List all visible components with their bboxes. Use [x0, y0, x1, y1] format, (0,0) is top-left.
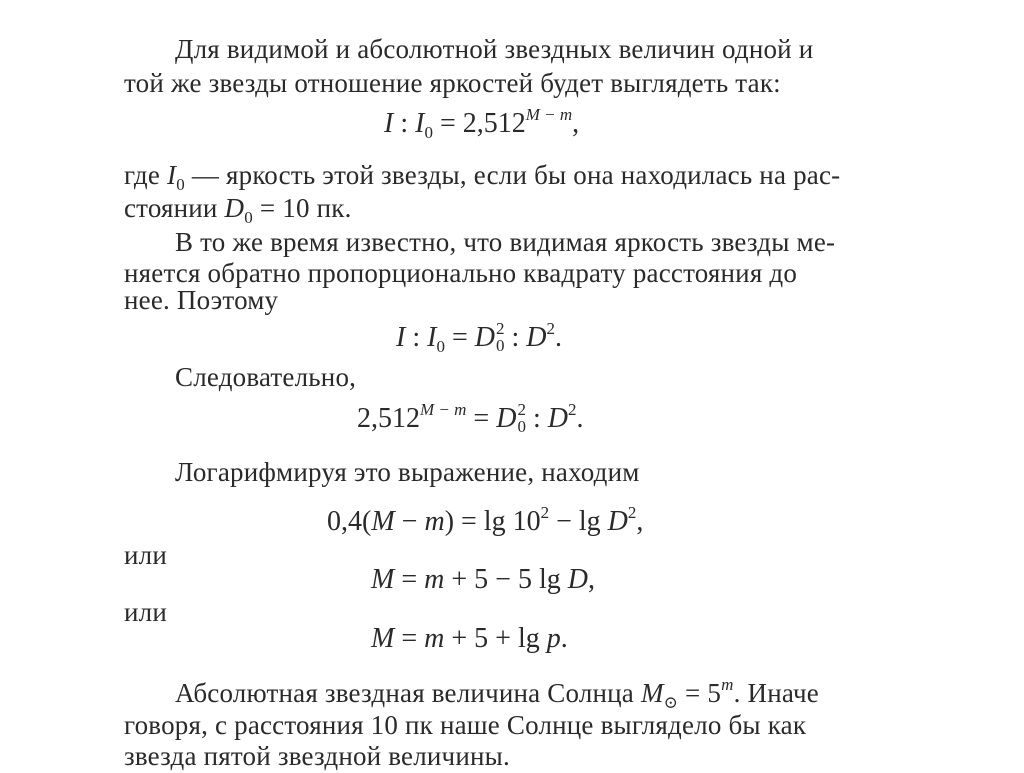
formula-combined — [357, 399, 584, 438]
formula-brightness-ratio — [384, 107, 579, 141]
text: + 5 + lg — [444, 623, 547, 654]
word-or-2: или — [124, 597, 167, 627]
minus: − — [394, 506, 425, 537]
symbol-D: D — [607, 506, 628, 537]
subscript-0: 0 — [517, 416, 526, 436]
paragraph-2-line-1 — [124, 158, 840, 192]
symbol-m: m — [424, 564, 445, 595]
colon: : — [504, 322, 527, 353]
superscript-2: 2 — [567, 400, 577, 419]
subscript-0: 0 — [176, 175, 185, 194]
symbol-D: D — [526, 322, 547, 353]
formula-distance-modulus — [371, 563, 595, 597]
base-value: 2,512 — [462, 108, 526, 139]
equals: = — [432, 108, 463, 139]
period: . — [560, 623, 568, 654]
superscript-2: 2 — [627, 503, 637, 522]
equals: = — [466, 403, 497, 434]
text: стоянии — [124, 193, 225, 223]
symbol-I0: I — [427, 322, 437, 353]
paragraph-4: Логарифмируя это выражение, находим — [175, 457, 640, 487]
paragraph-5-line-1 — [175, 676, 819, 710]
subscript-0: 0 — [244, 208, 253, 227]
text: Абсолютная звездная величина Солнца — [175, 678, 641, 708]
symbol-I: I — [384, 108, 394, 139]
symbol-D: D — [224, 193, 245, 223]
base-value: 2,512 — [357, 403, 420, 434]
symbol-I: I — [396, 322, 406, 353]
text: . Иначе — [733, 678, 819, 708]
comma: , — [636, 506, 644, 537]
subscript-0: 0 — [424, 123, 433, 142]
sup-sub-pair — [496, 320, 505, 354]
paragraph-5-line-2: говоря, с расстояния 10 пк наше Солнце выглядело бы как — [124, 710, 807, 740]
paragraph-5-line-3: звезда пятой звездной величины. — [124, 741, 510, 771]
text: + 5 − 5 lg — [444, 564, 568, 595]
text: ) = lg 10 — [444, 506, 541, 537]
comma: , — [572, 108, 580, 139]
sun-symbol-subscript: ⊙ — [663, 693, 679, 712]
paragraph-1-line-1: Для видимой и абсолютной звездных величин одной и — [175, 34, 814, 64]
formula-parallax — [371, 622, 568, 656]
paragraph-3-line-1: В то же время известно, что видимая яркость звезды ме- — [175, 227, 836, 257]
symbol-M: M — [640, 678, 664, 708]
symbol-m: m — [424, 506, 445, 537]
paragraph-2-line-2 — [124, 191, 352, 225]
equals: = — [394, 623, 425, 654]
word-or-1: или — [124, 540, 167, 570]
text: = 5 — [678, 678, 722, 708]
sup-sub-pair — [517, 401, 526, 435]
comma: , — [587, 564, 595, 595]
formula-logarithm — [327, 505, 643, 539]
word-consequently: Следовательно, — [175, 362, 357, 392]
symbol-p: p — [546, 623, 561, 654]
symbol-I: I — [167, 160, 177, 190]
symbol-D0: D — [474, 322, 495, 353]
symbol-I0: I — [415, 108, 425, 139]
text: где — [124, 160, 168, 190]
superscript-2: 2 — [517, 399, 526, 419]
text: — яркость этой звезды, если бы она находилась на рас- — [184, 160, 841, 190]
symbol-M: M — [371, 564, 395, 595]
equals: = — [444, 322, 475, 353]
symbol-D0: D — [496, 403, 517, 434]
period: . — [554, 322, 562, 353]
paragraph-1-line-2: той же звезды отношение яркостей будет выглядеть так: — [124, 68, 781, 98]
equals: = — [394, 564, 425, 595]
formula-inverse-square — [396, 318, 562, 357]
symbol-D: D — [547, 403, 568, 434]
symbol-M: M — [371, 623, 395, 654]
subscript-0: 0 — [495, 335, 505, 355]
superscript-2: 2 — [546, 319, 555, 338]
subscript-0: 0 — [436, 337, 445, 356]
paragraph-3-line-2: няется обратно пропорционально квадрату расстояния до — [124, 258, 798, 288]
symbol-D: D — [567, 564, 588, 595]
colon: : — [525, 403, 548, 434]
symbol-m: m — [424, 623, 445, 654]
colon: : — [393, 108, 416, 139]
text: − lg — [549, 506, 608, 537]
paragraph-3-line-3: нее. Поэтому — [124, 285, 279, 315]
text: = 10 пк. — [252, 193, 352, 223]
colon: : — [405, 322, 428, 353]
exponent: M − m — [420, 400, 467, 419]
period: . — [576, 403, 584, 434]
exponent: M − m — [525, 105, 573, 124]
superscript-m: m — [721, 675, 734, 694]
coefficient: 0,4( — [327, 506, 372, 537]
superscript-2: 2 — [495, 318, 505, 338]
symbol-M: M — [371, 506, 395, 537]
superscript-2: 2 — [540, 503, 550, 522]
